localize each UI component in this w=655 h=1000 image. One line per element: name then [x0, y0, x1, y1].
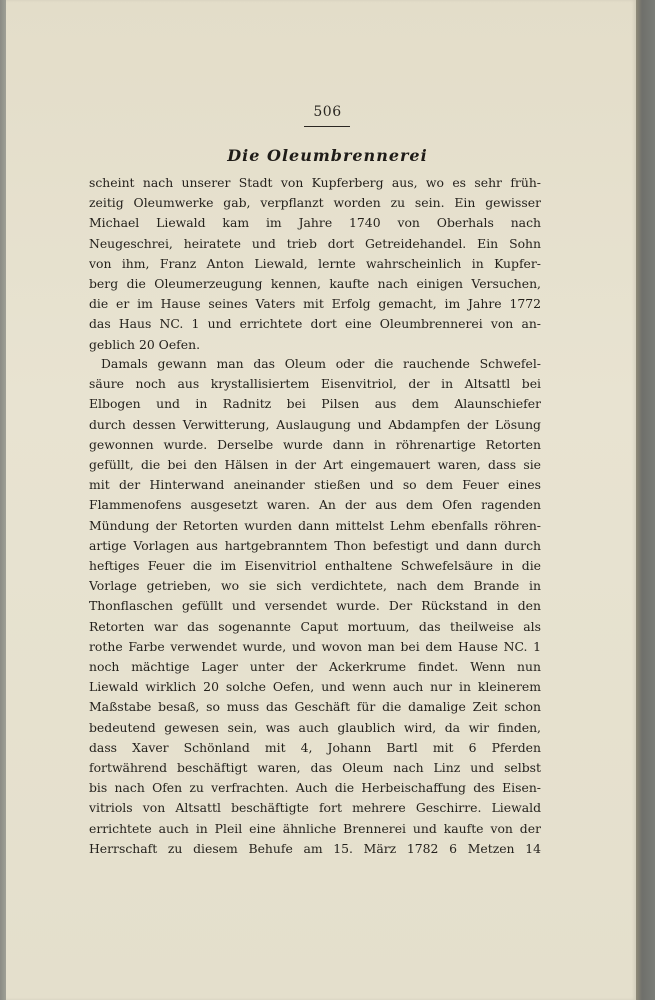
text-line: Neugeschrei, heiratete und trieb dort Getreidehandel. Ein Sohn: [89, 235, 541, 251]
text-line: Retorten war das sogenannte Caput mortuum, das theilweise als: [89, 618, 541, 634]
text-line: durch dessen Verwitterung, Auslaugung und Abdampfen der Lösung: [89, 416, 541, 432]
text-line: Elbogen und in Radnitz bei Pilsen aus dem Alaunschiefer: [89, 396, 541, 412]
text-line: Damals gewann man das Oleum oder die rauchende Schwefel-: [101, 356, 541, 371]
text-line: Herrschaft zu diesem Behufe am 15. März 1782 6 Metzen 14: [89, 840, 541, 856]
text-line: heftiges Feuer die im Eisenvitriol enthaltene Schwefelsäure in die: [89, 558, 541, 573]
text-line: Liewald wirklich 20 solche Oefen, und wenn auch nur in kleinerem: [89, 679, 541, 695]
text-line: dass Xaver Schönland mit 4, Johann Bartl mit 6 Pferden: [89, 739, 541, 755]
text-line: Mündung der Retorten wurden dann mittelst Lehm ebenfalls röhren-: [89, 517, 541, 533]
text-line: gewonnen wurde. Derselbe wurde dann in röhrenartige Retorten: [89, 436, 541, 452]
text-line: Thonflaschen gefüllt und versendet wurde. Der Rückstand in den: [89, 598, 541, 614]
text-line: Michael Liewald kam im Jahre 1740 von Oberhals nach: [89, 215, 541, 231]
text-line: das Haus NC. 1 und errichtete dort eine Oleumbrennerei von an-: [89, 316, 541, 332]
text-line: geblich 20 Oefen.: [89, 336, 201, 352]
text-line: errichtete auch in Pleil eine ähnliche Brennerei und kaufte von der: [89, 820, 541, 836]
text-line: rothe Farbe verwendet wurde, und wovon man bei dem Hause NC. 1: [89, 638, 541, 654]
text-line: gefüllt, die bei den Hälsen in der Art eingemauert waren, dass sie: [89, 457, 541, 472]
text-line: bedeutend gewesen sein, was auch glaublich wird, da wir finden,: [89, 719, 541, 735]
text-line: Vorlage getrieben, wo sie sich verdichtete, nach dem Brande in: [89, 578, 541, 594]
text-line: scheint nach unserer Stadt von Kupferberg aus, wo es sehr früh-: [89, 175, 541, 190]
running-header: Die Oleumbrennerei: [227, 146, 428, 165]
text-line: fortwährend beschäftigt waren, das Oleum nach Linz und selbst: [89, 760, 541, 775]
text-line: die er im Hause seines Vaters mit Erfolg gemacht, im Jahre 1772: [89, 296, 541, 312]
text-line: bis nach Ofen zu verfrachten. Auch die Herbeischaffung des Eisen-: [89, 780, 541, 796]
text-line: berg die Oleumerzeugung kennen, kaufte nach einigen Versuchen,: [89, 276, 541, 291]
text-line: zeitig Oleumwerke gab, verpflanzt worden zu sein. Ein gewisser: [89, 195, 541, 211]
text-line: noch mächtige Lager unter der Ackerkrume findet. Wenn nun: [89, 659, 541, 674]
text-line: Flammenofens ausgesetzt waren. An der aus dem Ofen ragenden: [89, 497, 541, 513]
page-number: 506: [313, 104, 342, 120]
text-line: artige Vorlagen aus hartgebranntem Thon befestigt und dann durch: [89, 537, 541, 553]
text-line: mit der Hinterwand aneinander stießen und so dem Feuer eines: [89, 477, 541, 493]
text-line: von ihm, Franz Anton Liewald, lernte wahrscheinlich in Kupfer-: [89, 255, 541, 271]
text-line: Maßstabe besaß, so muss das Geschäft für die damalige Zeit schon: [89, 699, 541, 715]
page-number-rule: [304, 126, 350, 127]
text-line: säure noch aus krystallisiertem Eisenvitriol, der in Altsattl bei: [89, 376, 541, 392]
text-line: vitriols von Altsattl beschäftigte fort mehrere Geschirre. Liewald: [89, 800, 541, 816]
